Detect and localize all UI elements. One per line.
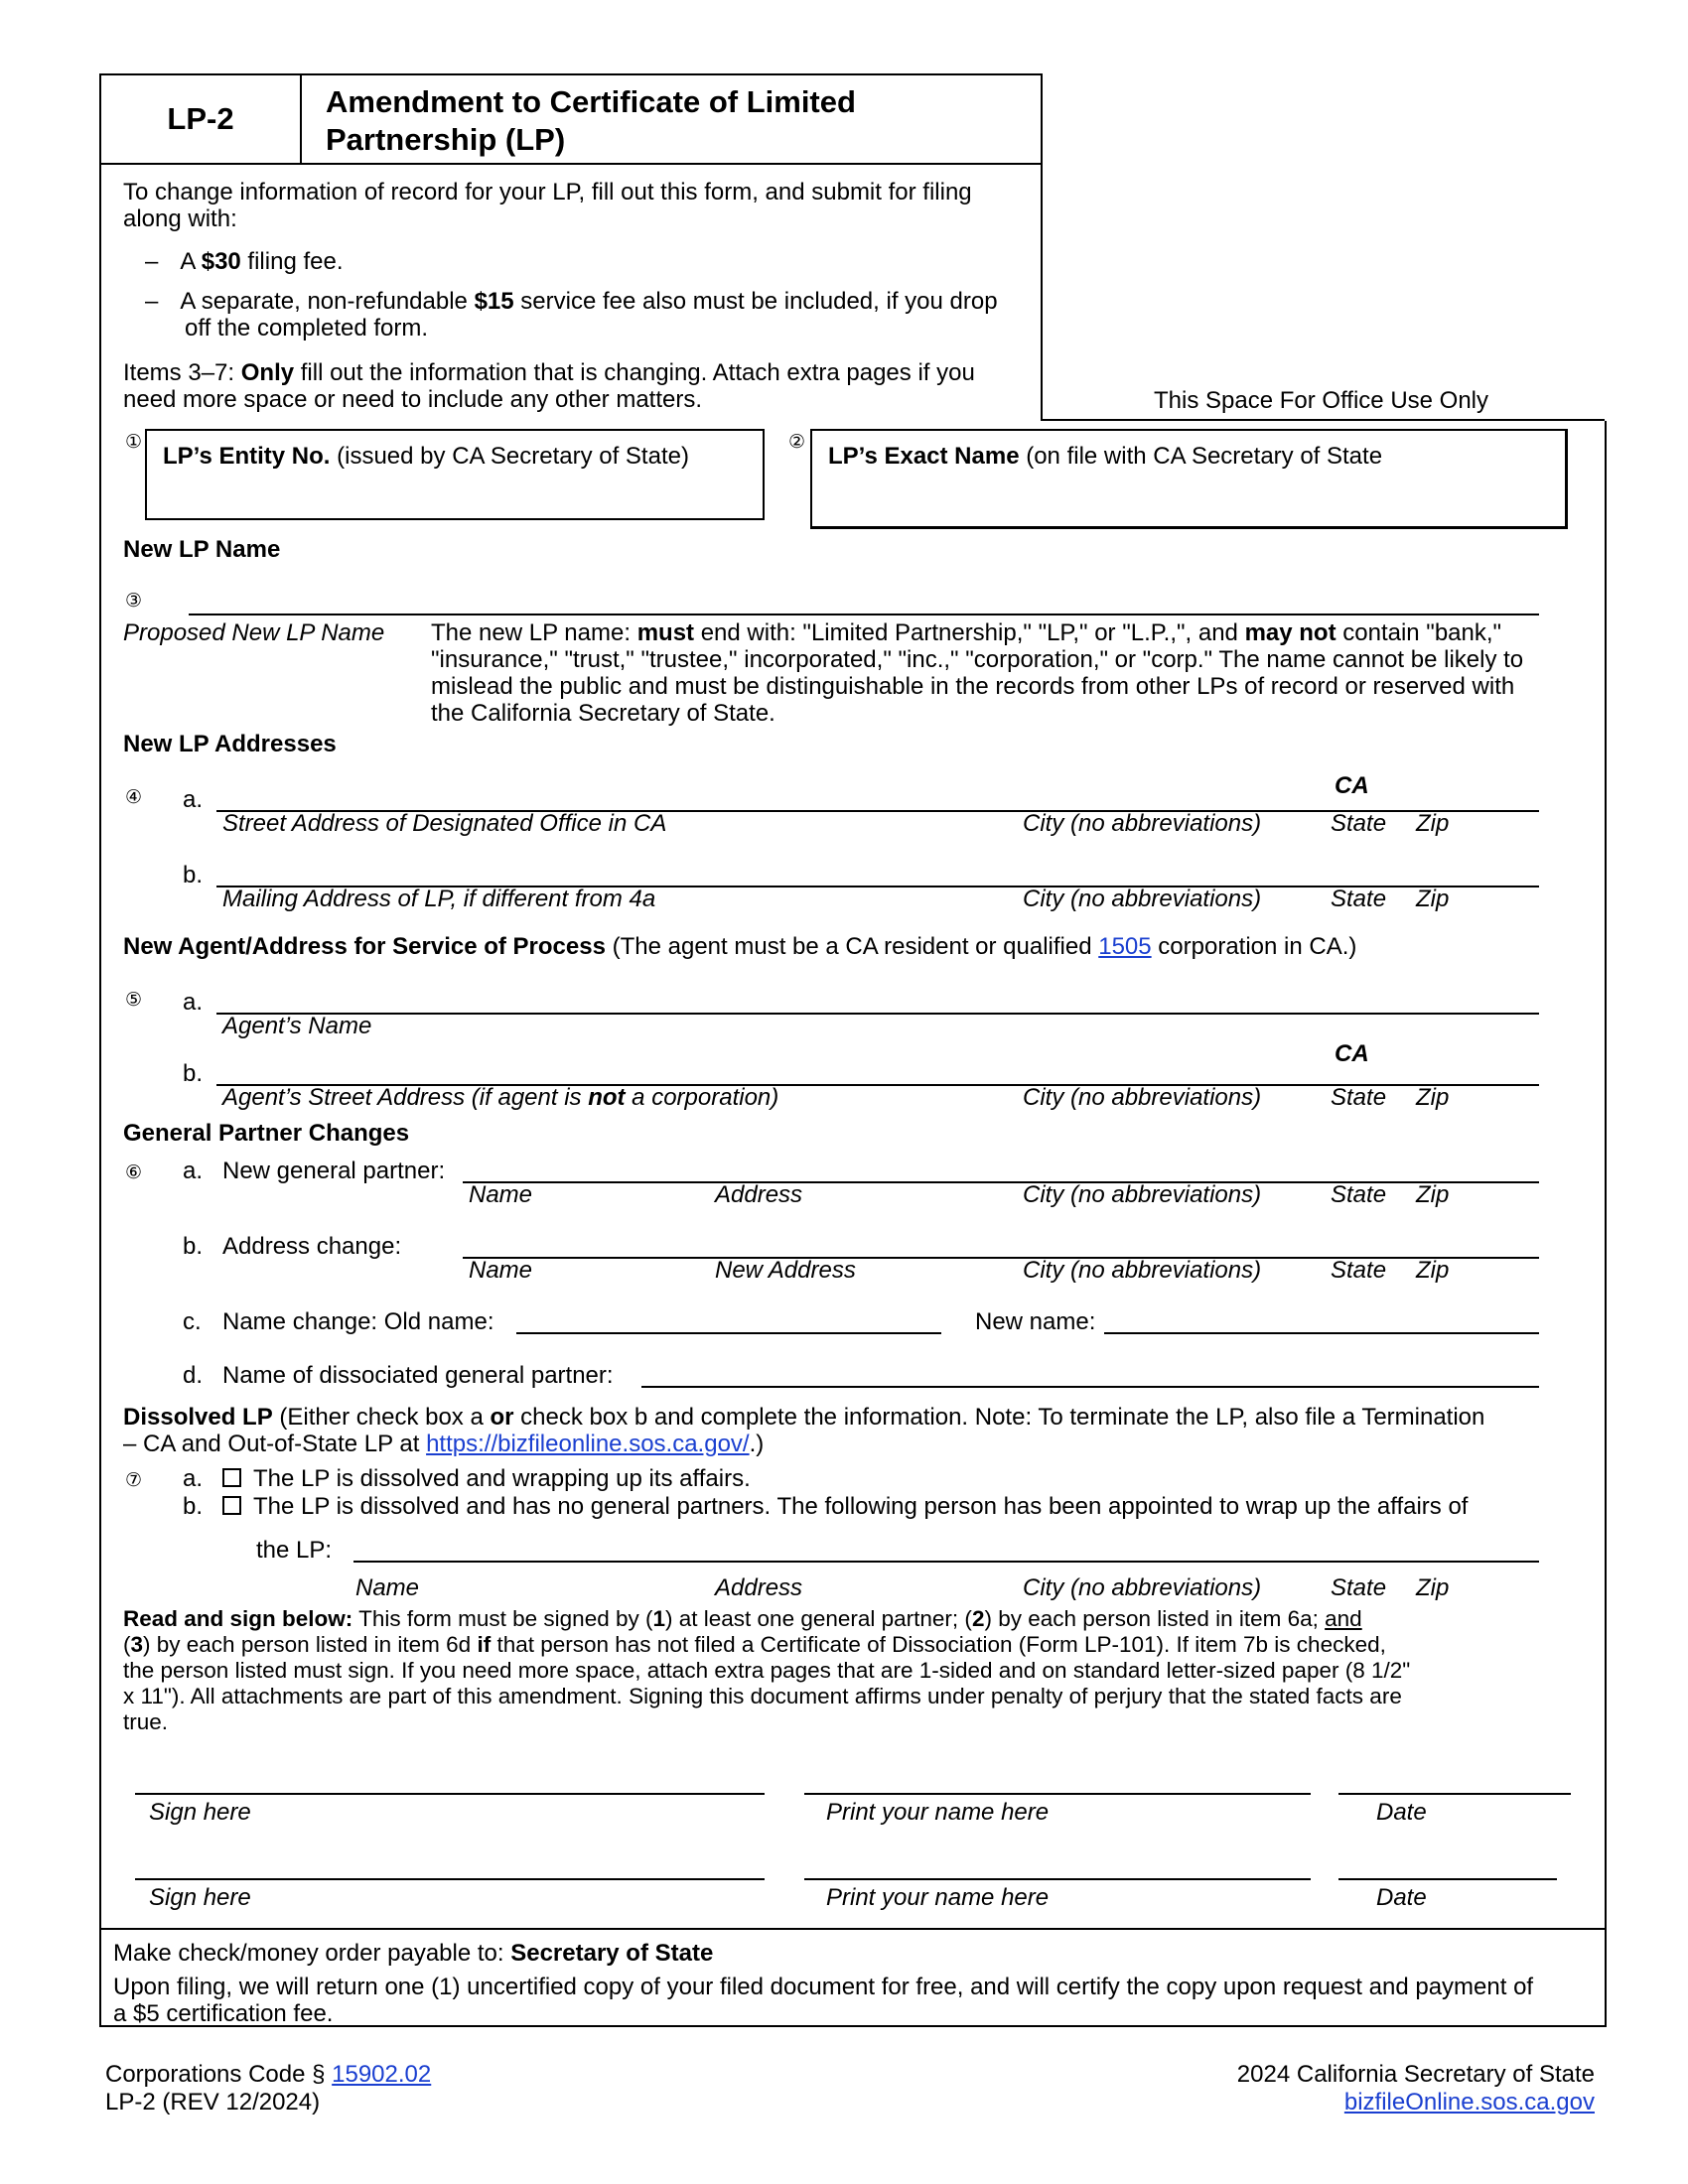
new-partner-label: New general partner: (222, 1158, 446, 1184)
sign-label-2: Sign here (149, 1884, 251, 1911)
signing-instructions: Read and sign below: This form must be signed by (1) at least one general partner; (2) by each person listed in item 6a; and (3) by each person listed in item 6d if that person has not filed a Certificate of Dissociation (Form LP-101). If item 7b is checked, the person listed must sign. If you need more space, attach extra pages that are 1-sided and on standard letter-sized paper (8 1/2" x 11"). All attachments are part of this amendment. Signing this document affirms under penalty of perjury that the stated facts are true. (123, 1606, 1411, 1734)
form-header (99, 73, 1043, 165)
agent-heading: New Agent/Address for Service of Process (The agent must be a CA resident or qualified 1505 corporation in CA.) (123, 933, 1357, 960)
wrap-up-person-label: the LP: (256, 1537, 333, 1564)
agent-state-value: CA (1335, 1040, 1369, 1067)
agent-city-label: City (no abbreviations) (1023, 1084, 1262, 1111)
item4a-marker: a. (183, 786, 204, 813)
agent-state-label: State (1331, 1084, 1387, 1111)
dissolved-option-a: The LP is dissolved and wrapping up its affairs. (222, 1465, 751, 1493)
address-change-label: Address change: (222, 1233, 402, 1260)
item5a-marker: a. (183, 989, 204, 1016)
intro-items-note: Items 3–7: Only fill out the information that is changing. Attach extra pages if you need more space or need to include any other matters. (123, 359, 975, 413)
agent-address-label: Agent’s Street Address (if agent is not a corporation) (222, 1084, 779, 1111)
item5-number: ⑤ (125, 990, 143, 1011)
item7b-marker: b. (183, 1493, 204, 1520)
item6b-marker: b. (183, 1233, 204, 1260)
intro-text: To change information of record for your LP, fill out this form, and submit for filing along with: (123, 179, 972, 232)
item6-number: ⑥ (125, 1162, 143, 1183)
print-name-field-1[interactable] (804, 1793, 1311, 1795)
intro-bullet-service-fee: – A separate, non-refundable $15 service fee also must be included, if you drop off the completed form. (145, 288, 998, 341)
item5b-marker: b. (183, 1060, 204, 1087)
website-link[interactable]: bizfileOnline.sos.ca.gov (1343, 2089, 1595, 2116)
proposed-name-field[interactable] (189, 614, 1539, 615)
new-name-label: New name: (975, 1308, 1096, 1335)
name-requirements-note: The new LP name: must end with: "Limited Partnership," "LP," or "L.P.,", and may not contain "bank," "insurance," "trust," "trustee," incorporated," "inc.," "corporation," or "corp." The name cannot be likely to mislead the public and must be distinguishable in the records from other LPs of record or reserved with the California Secretary of State. (431, 619, 1524, 727)
wrap-up-city-label: City (no abbreviations) (1023, 1574, 1262, 1601)
mailing-city-label: City (no abbreviations) (1023, 886, 1262, 912)
entity-number-label: LP’s Entity No. (issued by CA Secretary of State) (163, 443, 689, 470)
statute-1505-link[interactable]: 1505 (1098, 933, 1152, 960)
partners-heading: General Partner Changes (123, 1120, 410, 1147)
address-change-new-address-label: New Address (715, 1257, 856, 1284)
mailing-state-label: State (1331, 886, 1387, 912)
form-revision: LP-2 (REV 12/2024) (105, 2089, 321, 2116)
corporations-code: Corporations Code § 15902.02 (105, 2061, 432, 2088)
item6d-marker: d. (183, 1362, 204, 1389)
print-name-field-2[interactable] (804, 1878, 1311, 1880)
address-change-zip-label: Zip (1416, 1257, 1450, 1284)
office-use-label: This Space For Office Use Only (1154, 387, 1489, 414)
signature-field-1[interactable] (135, 1793, 765, 1795)
new-partner-state-label: State (1331, 1181, 1387, 1208)
address-change-city-label: City (no abbreviations) (1023, 1257, 1262, 1284)
new-partner-address-label: Address (715, 1181, 803, 1208)
code-section-link[interactable]: 15902.02 (332, 2061, 432, 2088)
payment-divider (99, 1928, 1605, 1930)
form-code: LP-2 (101, 75, 302, 163)
dissociated-partner-field[interactable] (641, 1386, 1539, 1388)
sign-label-1: Sign here (149, 1799, 251, 1826)
wrap-up-zip-label: Zip (1416, 1574, 1450, 1601)
exact-name-label: LP’s Exact Name (on file with CA Secretary of State (828, 443, 1383, 470)
office-address-label: Street Address of Designated Office in CA (222, 810, 667, 837)
dissolved-option-b: The LP is dissolved and has no general partners. The following person has been appointed to wrap up the affairs of (222, 1493, 1468, 1521)
wrap-up-person-field[interactable] (353, 1561, 1539, 1563)
item7a-marker: a. (183, 1465, 204, 1492)
date-label-1: Date (1376, 1799, 1427, 1826)
office-zip-label: Zip (1416, 810, 1450, 837)
form-title: Amendment to Certificate of Limited Partnership (LP) (326, 84, 856, 157)
item4-number: ④ (125, 787, 143, 808)
bizfile-link[interactable]: https://bizfileonline.sos.ca.gov/ (426, 1431, 750, 1457)
date-label-2: Date (1376, 1884, 1427, 1911)
date-field-2[interactable] (1338, 1878, 1557, 1880)
print-label-1: Print your name here (826, 1799, 1050, 1826)
copyright: 2024 California Secretary of State (1236, 2061, 1595, 2088)
office-city-label: City (no abbreviations) (1023, 810, 1262, 837)
agent-zip-label: Zip (1416, 1084, 1450, 1111)
new-partner-name-label: Name (469, 1181, 533, 1208)
dissolved-heading: Dissolved LP (Either check box a or check box b and complete the information. Note: To terminate the LP, also file a Termination – CA and Out-of-State LP at https://bizfileonline.sos.ca.gov/.) (123, 1404, 1485, 1457)
item2-number: ② (788, 432, 806, 453)
item7-number: ⑦ (125, 1470, 143, 1491)
signature-field-2[interactable] (135, 1878, 765, 1880)
dissociated-partner-label: Name of dissociated general partner: (222, 1362, 614, 1389)
item3-number: ③ (125, 591, 143, 612)
item6a-marker: a. (183, 1158, 204, 1184)
mailing-zip-label: Zip (1416, 886, 1450, 912)
intro-bullet-fee: – A $30 filing fee. (145, 248, 344, 275)
copy-notice: Upon filing, we will return one (1) uncertified copy of your filed document for free, and will certify the copy upon request and payment of a $5 certification fee. (113, 1974, 1534, 2027)
payment-line: Make check/money order payable to: Secretary of State (113, 1940, 714, 1967)
date-field-1[interactable] (1338, 1793, 1571, 1795)
item4b-marker: b. (183, 862, 204, 888)
office-state-label: State (1331, 810, 1387, 837)
item1-number: ① (125, 432, 143, 453)
proposed-name-label: Proposed New LP Name (123, 619, 385, 646)
dissolved-b-checkbox[interactable] (222, 1496, 241, 1515)
agent-name-label: Agent’s Name (222, 1013, 372, 1039)
item6c-marker: c. (183, 1308, 202, 1335)
wrap-up-name-label: Name (355, 1574, 420, 1601)
agent-name-field[interactable] (216, 1013, 1539, 1015)
addresses-heading: New LP Addresses (123, 731, 337, 757)
new-lp-name-heading: New LP Name (123, 536, 281, 563)
new-name-field[interactable] (1104, 1332, 1539, 1334)
new-partner-city-label: City (no abbreviations) (1023, 1181, 1262, 1208)
wrap-up-state-label: State (1331, 1574, 1387, 1601)
mailing-address-label: Mailing Address of LP, if different from 4a (222, 886, 656, 912)
new-partner-zip-label: Zip (1416, 1181, 1450, 1208)
print-label-2: Print your name here (826, 1884, 1050, 1911)
dissolved-a-checkbox[interactable] (222, 1468, 241, 1487)
address-a-state-value: CA (1335, 772, 1369, 799)
address-change-state-label: State (1331, 1257, 1387, 1284)
wrap-up-address-label: Address (715, 1574, 803, 1601)
address-change-name-label: Name (469, 1257, 533, 1284)
name-change-label: Name change: Old name: (222, 1308, 494, 1335)
old-name-field[interactable] (516, 1332, 941, 1334)
